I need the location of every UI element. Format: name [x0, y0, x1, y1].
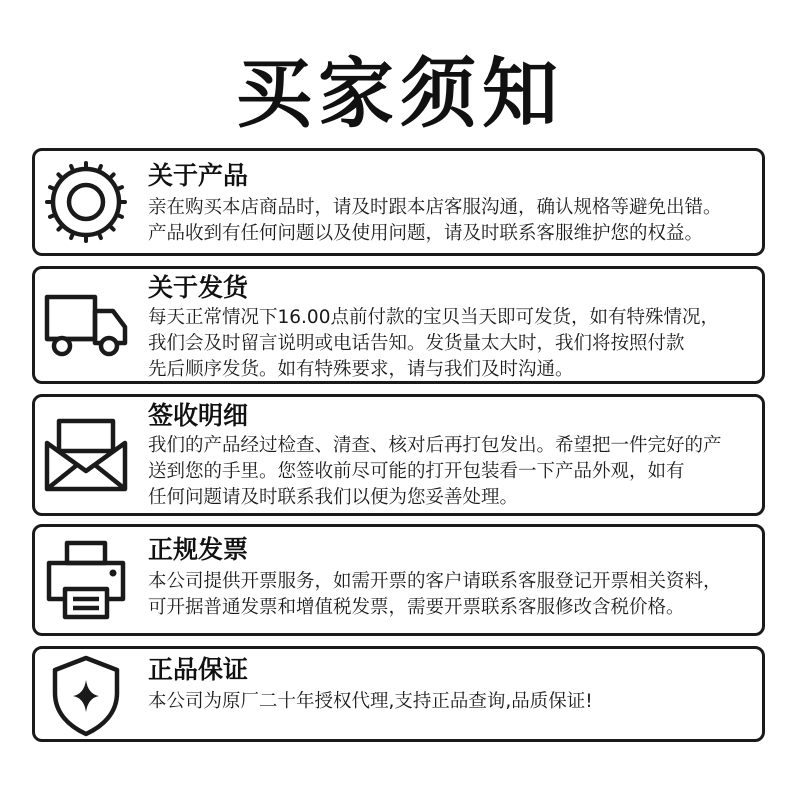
section-heading: 关于产品: [148, 161, 249, 190]
section-authenticity-guarantee: [32, 646, 765, 742]
section-about-product: [32, 148, 765, 256]
section-body: [148, 433, 748, 511]
section-heading: 关于发货: [148, 273, 249, 302]
body-line: 我们的产品经过检查、清查、核对后再打包发出。希望把一件完好的产: [148, 435, 722, 456]
body-line: 先后顺序发货。如有特殊要求，请与我们及时沟通。: [148, 359, 574, 380]
section-heading: 签收明细: [148, 401, 249, 430]
envelope-icon: [43, 413, 129, 499]
shield-icon: [43, 653, 129, 739]
body-line: 每天正常情况下16.00点前付款的宝贝当天即可发货，如有特殊情况，: [148, 307, 719, 328]
body-line: 送到您的手里。您签收前尽可能的打开包装看一下产品外观，如有: [148, 461, 685, 482]
section-formal-invoice: [32, 524, 765, 636]
body-line: 本公司为原厂二十年授权代理,支持正品查询,品质保证!: [148, 691, 593, 712]
section-body: [148, 569, 748, 621]
body-line: 亲在购买本店商品时，请及时跟本店客服沟通，确认规格等避免出错。: [148, 197, 722, 218]
body-line: 我们会及时留言说明或电话告知。发货量太大时，我们将按照付款: [148, 333, 685, 354]
section-heading: 正规发票: [148, 535, 249, 564]
body-line: 可开据普通发票和增值税发票，需要开票联系客服修改含税价格。: [148, 597, 685, 618]
section-body: [148, 689, 748, 715]
section-delivery-receipt: [32, 394, 765, 516]
body-line: 本公司提供开票服务，如需开票的客户请联系客服登记开票相关资料，: [148, 571, 722, 592]
section-body: [148, 305, 748, 383]
printer-icon: [43, 537, 129, 623]
delivery-truck-icon: [43, 283, 129, 369]
section-heading: 正品保证: [148, 655, 249, 684]
body-line: 任何问题请及时联系我们以便为您妥善处理。: [148, 487, 519, 508]
gear-icon: [43, 159, 129, 245]
section-body: [148, 195, 748, 247]
page-title: 买家须知: [236, 49, 564, 138]
section-about-shipping: [32, 266, 765, 384]
body-line: 产品收到有任何问题以及使用问题，请及时联系客服维护您的权益。: [148, 223, 704, 244]
